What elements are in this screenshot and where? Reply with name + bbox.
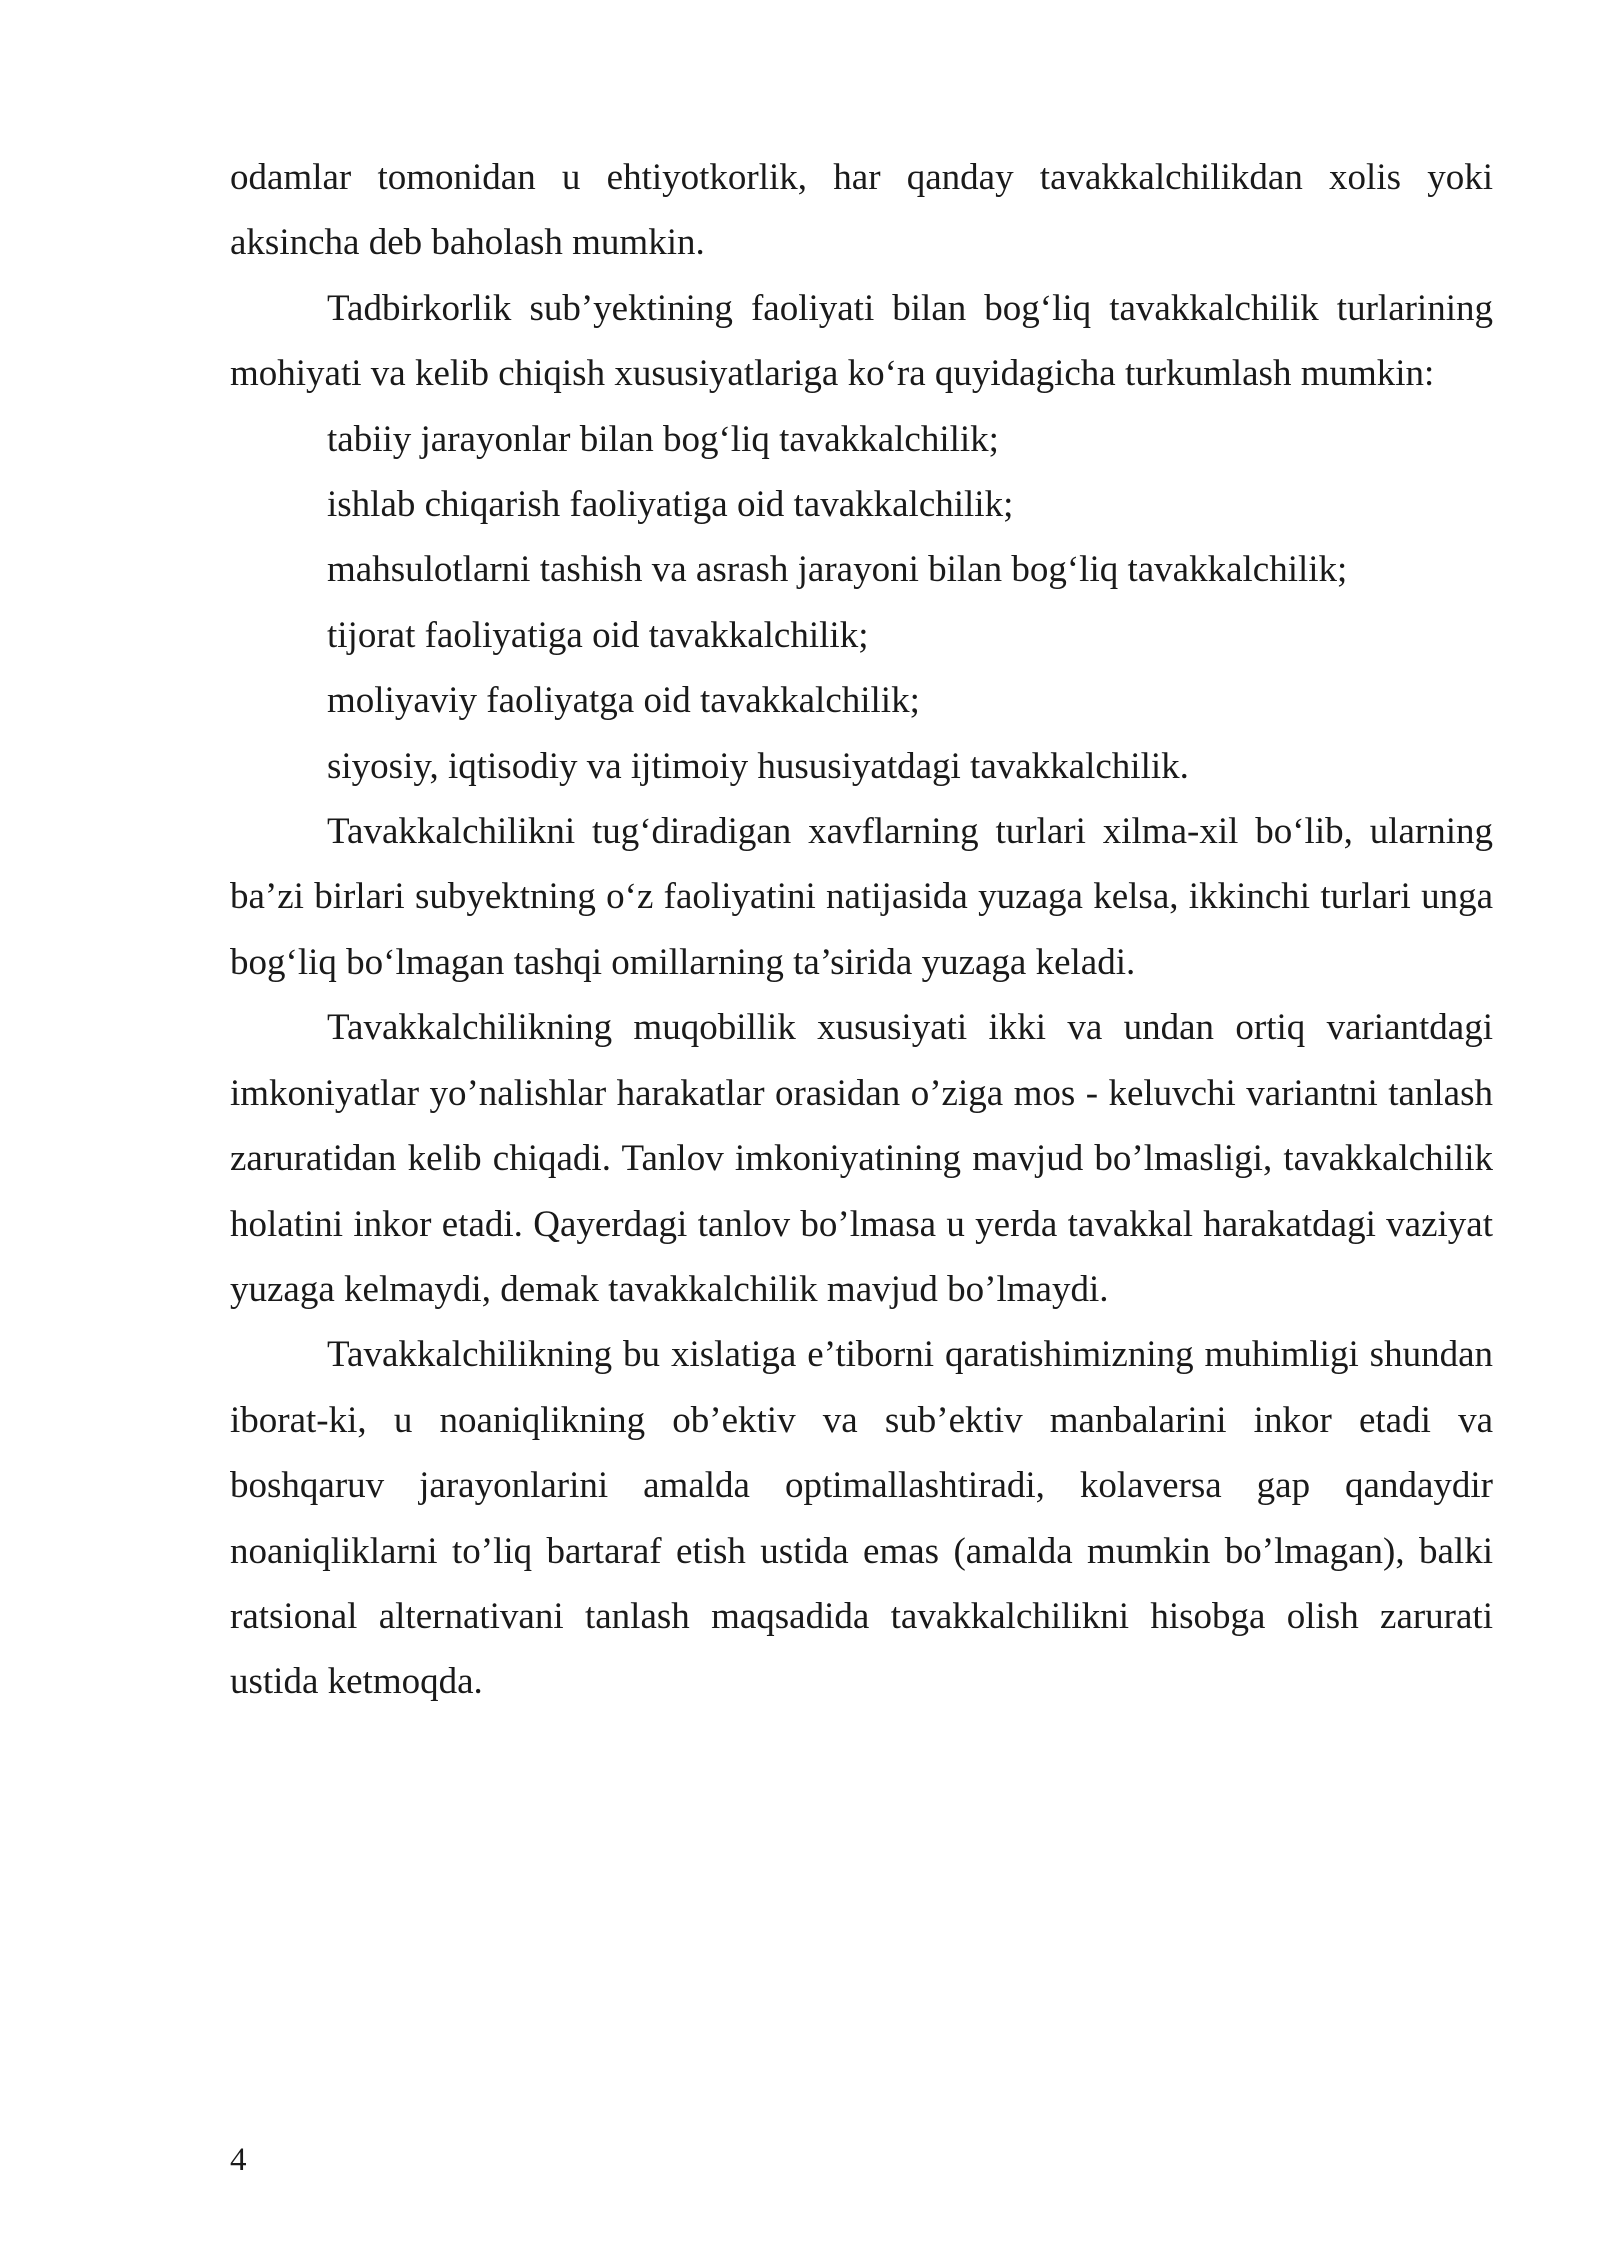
- page-number: 4: [230, 2142, 247, 2178]
- list-item: tabiiy jarayonlar bilan bog‘liq tavakkalchilik;: [327, 418, 999, 460]
- list-item: mahsulotlarni tashish va asrash jarayoni bilan bog‘liq tavakkalchilik;: [327, 549, 1348, 591]
- list-item: moliyaviy faoliyatga oid tavakkalchilik;: [327, 680, 920, 722]
- risk-types-list: [230, 407, 1493, 799]
- paragraph-threats: Tavakkalchilikni tug‘diradigan xavflarning turlari xilma-xil bo‘lib, ularning ba’zi birlari subyektning o‘z faoliyatini natijasida yuzaga kelsa, ikkinchi turlari unga bog‘liq bo‘lmagan tashqi omillarning ta’sirida yuzaga keladi.: [230, 811, 1493, 983]
- list-item: ishlab chiqarish faoliyatiga oid tavakkalchilik;: [327, 484, 1014, 526]
- paragraph-importance: Tavakkalchilikning bu xislatiga e’tiborni qaratishimizning muhimligi shundan iborat-ki, u noaniqlikning ob’ektiv va sub’ektiv manbalarini inkor etadi va boshqaruv jarayonlarini amalda optimallashtiradi, kolaversa gap qandaydir noaniqliklarni to’liq bartaraf etish ustida emas (amalda mumkin bo’lmagan), balki ratsional alternativani tanlash maqsadida tavakkalchilikni hisobga olish zarurati ustida ketmoqda.: [230, 1334, 1493, 1703]
- list-item: siyosiy, iqtisodiy va ijtimoiy hususiyatdagi tavakkalchilik.: [327, 745, 1189, 787]
- paragraph-alternatives: Tavakkalchilikning muqobillik xususiyati ikki va undan ortiq variantdagi imkoniyatlar yo’nalishlar harakatlar orasidan o’ziga mos - keluvchi variantni tanlash zaruratidan kelib chiqadi. Tanlov imkoniyatining mavjud bo’lmasligi, tavakkalchilik holatini inkor etadi. Qayerdagi tanlov bo’lmasa u yerda tavakkal harakatdagi vaziyat yuzaga kelmaydi, demak tavakkalchilik mavjud bo’lmaydi.: [230, 1007, 1493, 1310]
- paragraph-continuation: odamlar tomonidan u ehtiyotkorlik, har qanday tavakkalchilikdan xolis yoki aksincha deb baholash mumkin.: [230, 157, 1493, 264]
- document-body: [230, 145, 1493, 1715]
- list-item: tijorat faoliyatiga oid tavakkalchilik;: [327, 614, 869, 656]
- paragraph-classification-intro: Tadbirkorlik sub’yektining faoliyati bilan bog‘liq tavakkalchilik turlarining mohiyati va kelib chiqish xususiyatlariga ko‘ra quyidagicha turkumlash mumkin:: [230, 287, 1493, 395]
